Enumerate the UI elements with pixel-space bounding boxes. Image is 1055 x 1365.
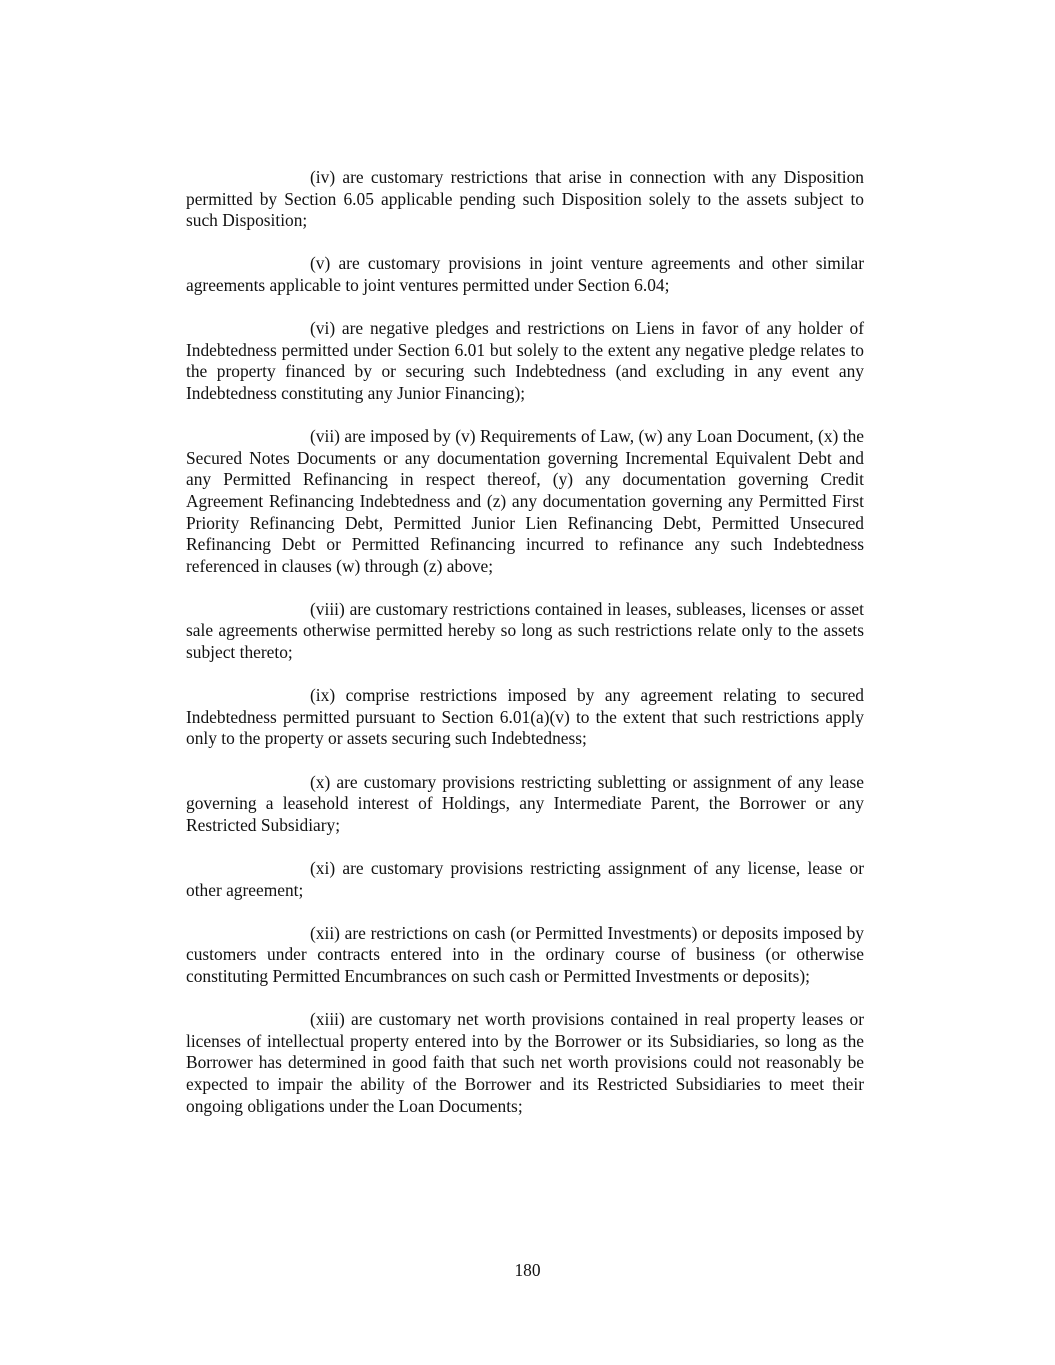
clause-viii: (viii) are customary restrictions contained in leases, subleases, licenses or asset sale agreements otherwise permitted hereby so long as such restrictions relate only to the assets subject thereto;: [186, 598, 864, 663]
clause-xi: (xi) are customary provisions restricting assignment of any license, lease or other agreement;: [186, 858, 864, 900]
page-number: 180: [514, 1260, 541, 1280]
clause-xiii: (xiii) are customary net worth provisions contained in real property leases or licenses of intellectual property entered into by the Borrower or its Subsidiaries, so long as the Borrower has determined in good faith that such net worth provisions could not reasonably be expected to impair the ability of the Borrower and its Restricted Subsidiaries to meet their ongoing obligations under the Loan Documents;: [186, 1009, 864, 1116]
clause-x: (x) are customary provisions restricting subletting or assignment of any lease governing a leasehold interest of Holdings, any Intermediate Parent, the Borrower or any Restricted Subsidiary;: [186, 771, 864, 835]
clause-ix: (ix) comprise restrictions imposed by any agreement relating to secured Indebtedness permitted pursuant to Section 6.01(a)(v) to the extent that such restrictions apply only to the property or assets securing such Indebtedness;: [186, 685, 864, 749]
clause-iv: (iv) are customary restrictions that arise in connection with any Disposition permitted by Section 6.05 applicable pending such Disposition solely to the assets subject to such Disposition;: [186, 167, 864, 231]
clause-v: (v) are customary provisions in joint venture agreements and other similar agreements applicable to joint ventures permitted under Section 6.04;: [186, 253, 864, 295]
document-body: [186, 167, 864, 1139]
clause-xii: (xii) are restrictions on cash (or Permitted Investments) or deposits imposed by customers under contracts entered into in the ordinary course of business (or otherwise constituting Permitted Encumbrances on such cash or Permitted Investments or deposits);: [186, 922, 864, 986]
clause-vii: (vii) are imposed by (v) Requirements of Law, (w) any Loan Document, (x) the Secured Notes Documents or any documentation governing Incremental Equivalent Debt and any Permitted Refinancing in respect thereof, (y) any documentation governing Credit Agreement Refinancing Indebtedness and (z) any documentation governing any Permitted First Priority Refinancing Debt, Permitted Junior Lien Refinancing Debt, Permitted Unsecured Refinancing Debt or Permitted Refinancing incurred to refinance any such Indebtedness referenced in clauses (w) through (z) above;: [186, 426, 864, 576]
clause-vi: (vi) are negative pledges and restrictions on Liens in favor of any holder of Indebtedness permitted under Section 6.01 but solely to the extent any negative pledge relates to the property financed by or securing such Indebtedness (and excluding in any event any Indebtedness constituting any Junior Financing);: [186, 318, 864, 403]
